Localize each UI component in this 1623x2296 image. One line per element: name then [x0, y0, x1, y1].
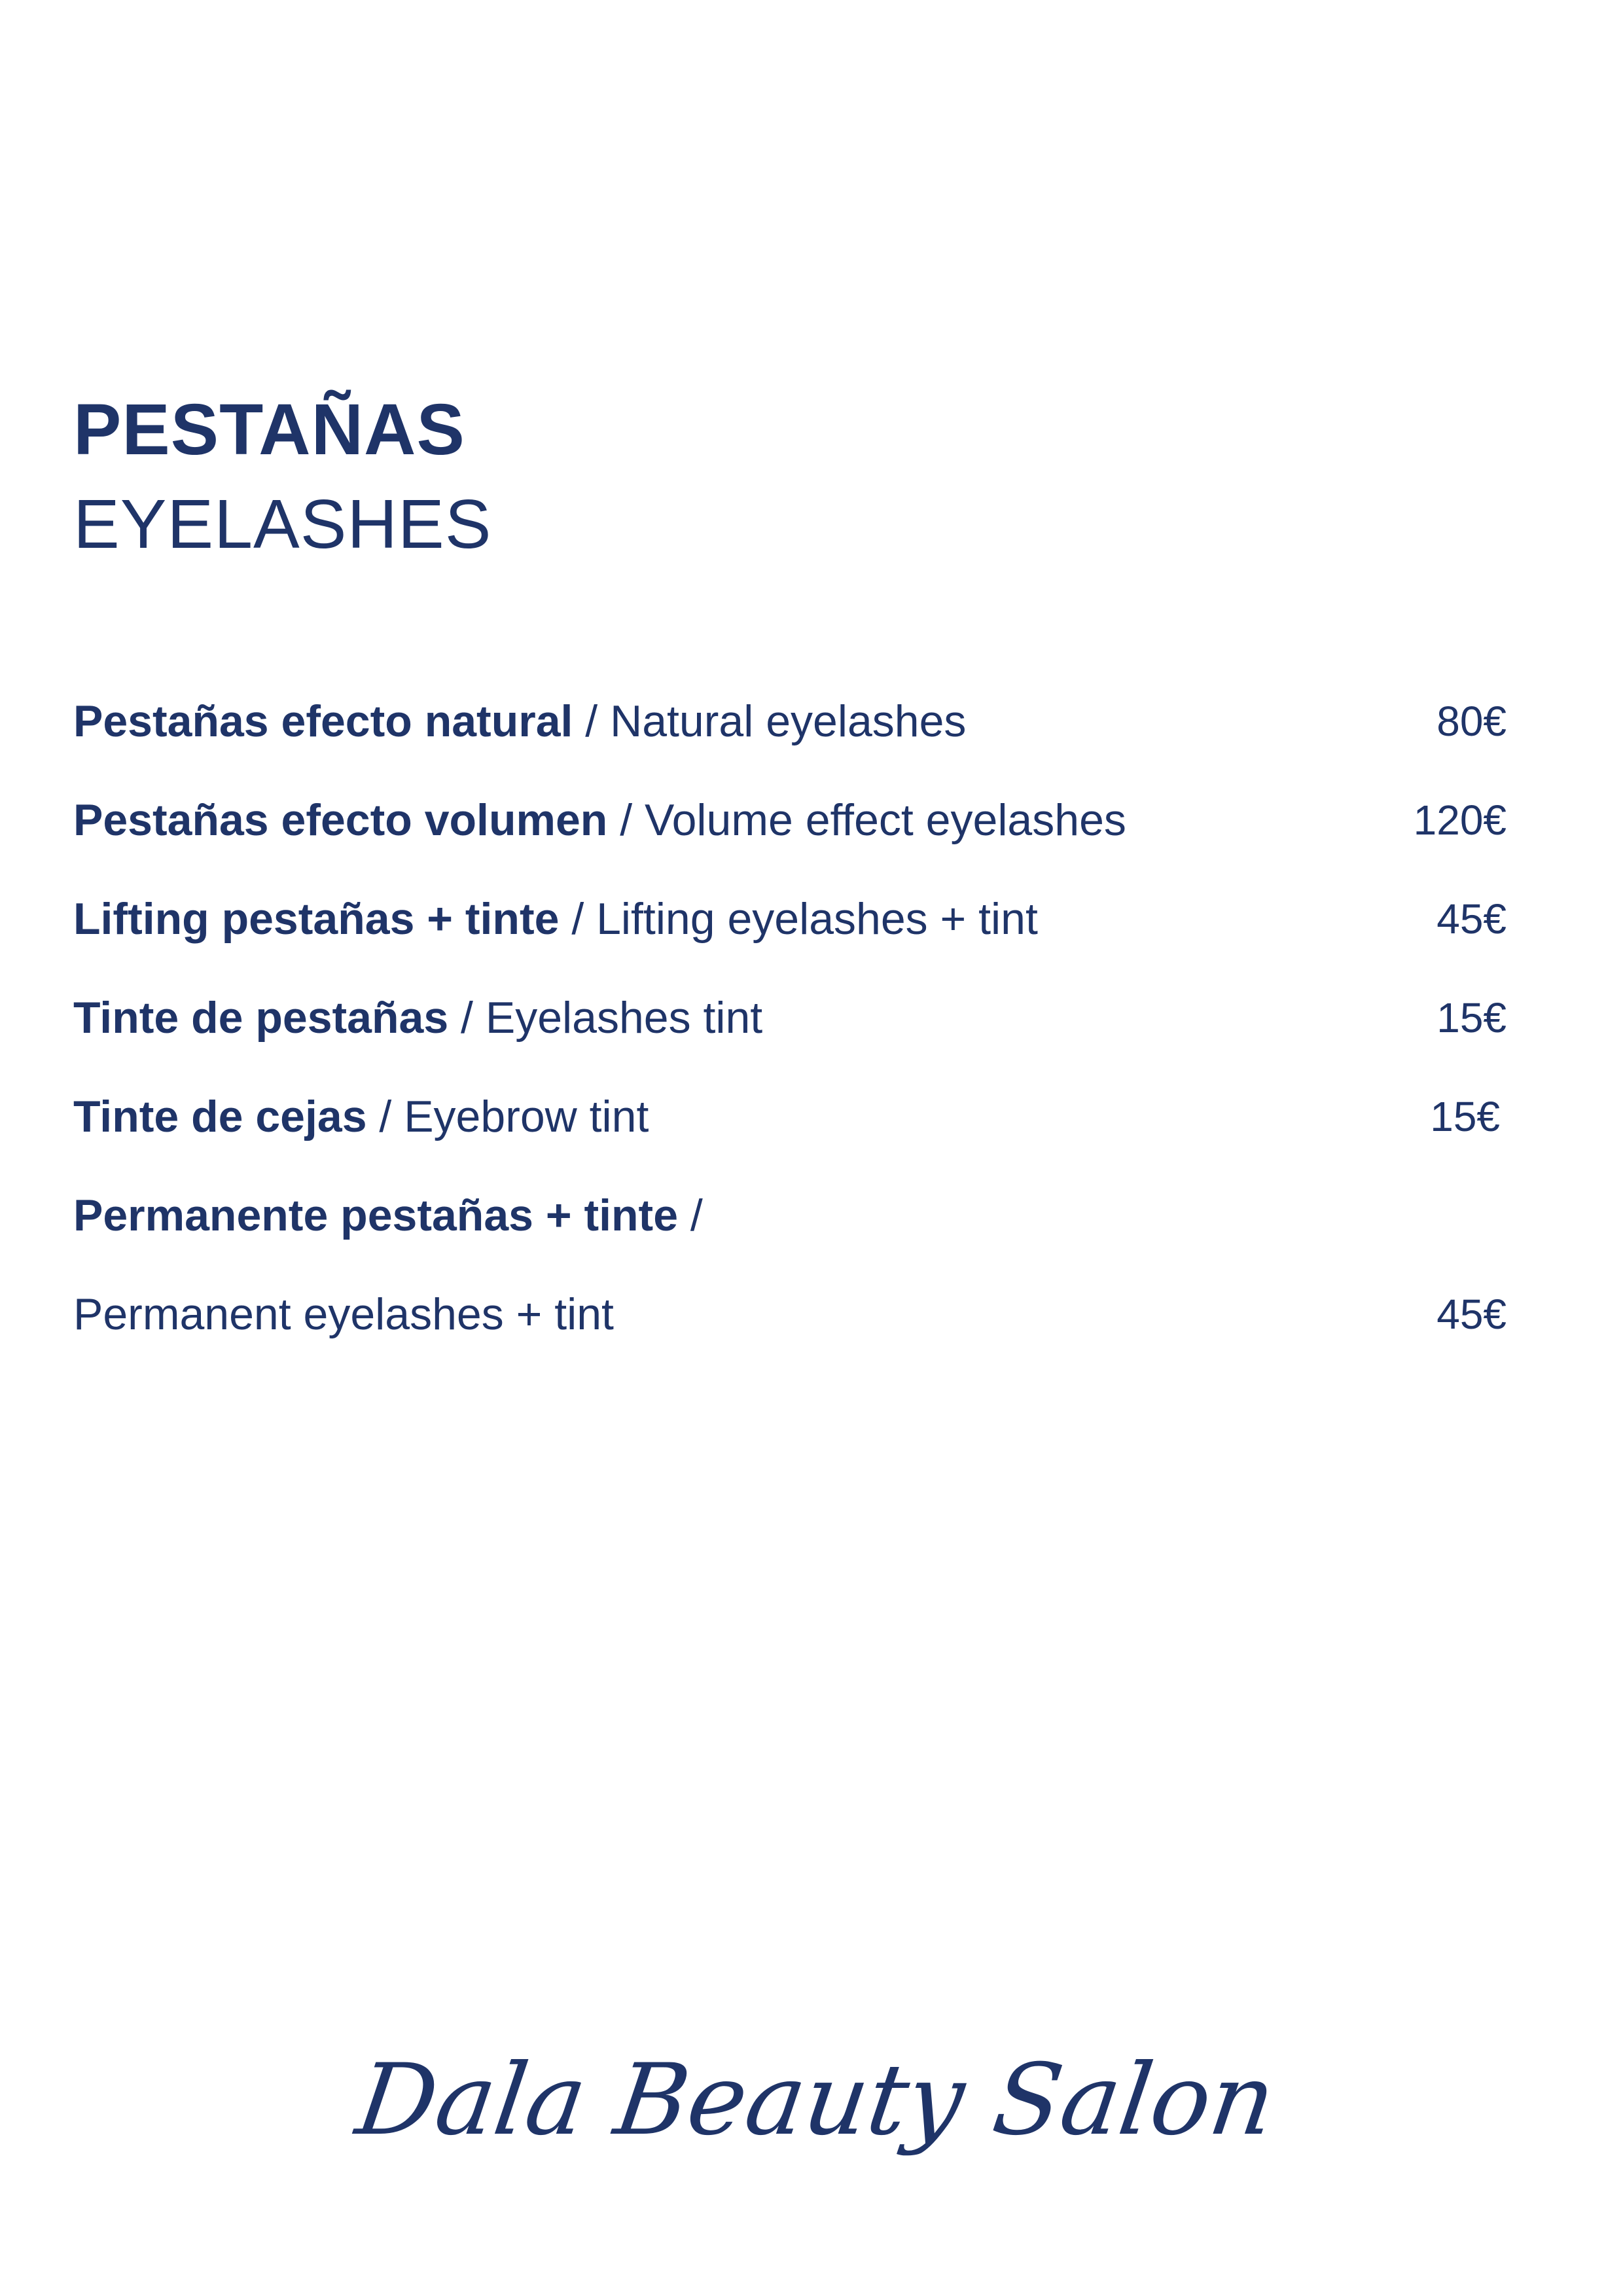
section-title-english: EYELASHES	[73, 486, 492, 563]
service-price: 45€	[1436, 895, 1507, 942]
name-separator: /	[607, 795, 645, 845]
service-price: 15€	[1436, 994, 1507, 1041]
service-name	[73, 692, 966, 751]
service-name	[73, 988, 762, 1047]
name-separator: /	[448, 992, 486, 1043]
price-row	[73, 770, 1507, 869]
service-name-spanish: Tinte de cejas	[73, 1091, 367, 1141]
service-name-spanish: Tinte de pestañas	[73, 992, 449, 1043]
service-name	[73, 1186, 703, 1245]
price-row	[73, 1166, 1507, 1265]
price-list	[73, 672, 1507, 1363]
service-price: 120€	[1413, 796, 1507, 844]
service-name-spanish: Pestañas efecto natural	[73, 696, 573, 746]
service-name-english: Eyebrow tint	[404, 1091, 649, 1141]
price-row	[73, 1265, 1507, 1363]
section-title-spanish: PESTAÑAS	[73, 389, 465, 470]
service-name	[73, 791, 1126, 850]
service-price: 80€	[1436, 697, 1507, 745]
name-separator: /	[366, 1091, 404, 1141]
service-name	[73, 889, 1038, 948]
price-row	[73, 869, 1507, 968]
service-name	[73, 1087, 649, 1146]
service-name	[73, 1285, 614, 1344]
service-price: 45€	[1436, 1290, 1507, 1338]
service-name-english: Volume effect eyelashes	[645, 795, 1126, 845]
section-heading	[73, 387, 491, 567]
service-name-english: Natural eyelashes	[610, 696, 967, 746]
service-name-english: Lifting eyelashes + tint	[596, 893, 1038, 944]
service-name-spanish: Pestañas efecto volumen	[73, 795, 608, 845]
name-separator: /	[559, 893, 597, 944]
service-name-spanish: Lifting pestañas + tinte	[73, 893, 560, 944]
service-price: 15€	[1430, 1092, 1500, 1140]
price-row	[73, 672, 1507, 770]
service-name-spanish: Permanente pestañas + tinte	[73, 1190, 679, 1240]
salon-logo	[0, 2016, 1623, 2186]
name-separator: /	[573, 696, 611, 746]
salon-logo-text: Dala Beauty Salon	[349, 2042, 1282, 2157]
service-name-english: Eyelashes tint	[485, 992, 763, 1043]
price-row	[73, 968, 1507, 1067]
name-separator: /	[678, 1190, 703, 1240]
price-row	[73, 1067, 1507, 1166]
service-name-english: Permanent eyelashes + tint	[73, 1289, 614, 1339]
